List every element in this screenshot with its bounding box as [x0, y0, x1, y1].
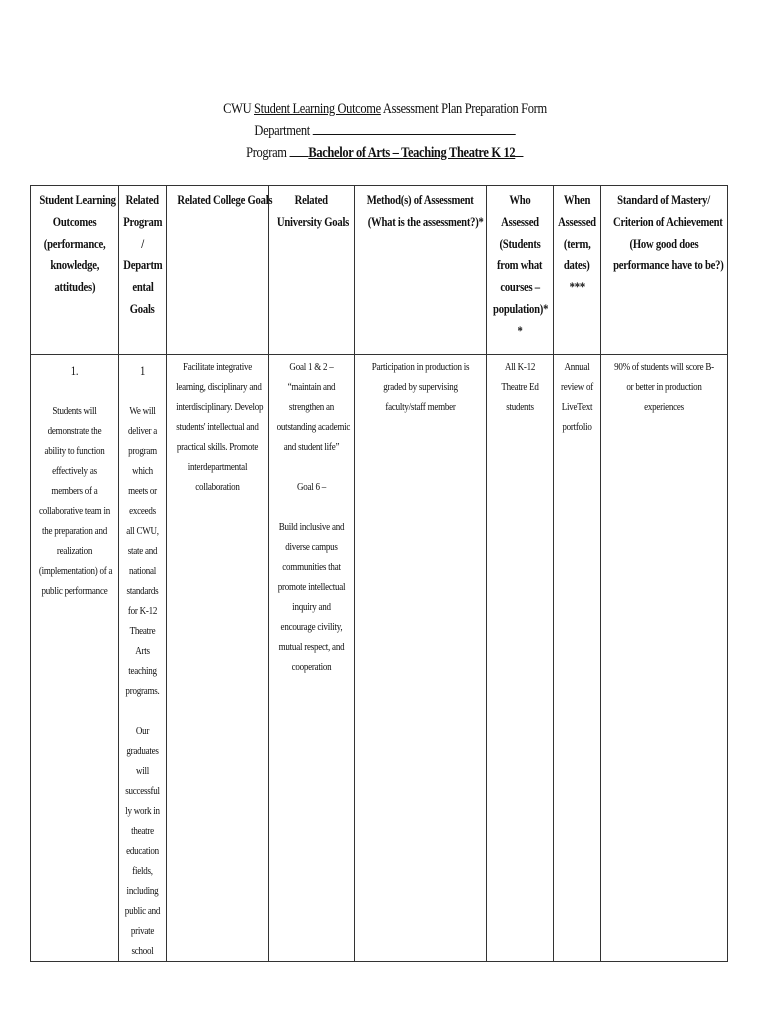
cell-text-line: students' intellectual and	[176, 421, 259, 433]
cell-text-line: public and	[124, 905, 161, 917]
cell-text-line: strengthen an	[288, 401, 335, 413]
cell-text-line: successful	[125, 785, 160, 797]
cell-method	[355, 355, 487, 962]
column-header-line: Criterion of Achievement	[613, 213, 723, 229]
column-header-line: Method(s) of Assessment	[367, 192, 474, 207]
cell-text-line: 90% of students will score B-	[614, 361, 714, 373]
cell-text-line: public performance	[41, 585, 108, 597]
cell-standard	[601, 355, 728, 962]
col-header-who-assessed	[487, 186, 554, 355]
cell-text-line: outstanding academic	[276, 421, 351, 433]
cell-text-line: Arts	[135, 645, 150, 657]
cell-text-line: students	[506, 401, 534, 413]
column-header-line: ental	[131, 279, 154, 295]
cell-text-line: Build inclusive and	[278, 521, 345, 533]
table-header-row	[31, 186, 728, 355]
col-header-outcomes	[31, 186, 119, 355]
program-value: Bachelor of Arts – Teaching Theatre K 12	[308, 145, 516, 161]
cell-text-line: the preparation and	[42, 525, 107, 537]
cell-program-goals: 1 We will deliver a program which meets or exceeds all CWU, state and national standards for K-12 Theatre Arts teaching programs. Our graduates will successful ly work in theatre education fields, including public and private school	[119, 355, 167, 962]
cell-text-line: meets or	[128, 485, 157, 497]
cell-text-line: graduates	[126, 745, 159, 757]
column-header-line: Related	[125, 192, 160, 207]
cell-text-line: experiences	[644, 401, 684, 413]
cell-text-line: realization	[56, 545, 93, 557]
column-header-line: (term,	[563, 235, 591, 251]
cell-text-line: collaborative team in	[39, 505, 110, 517]
cell-text-line: Theatre	[129, 625, 156, 637]
column-header-line: performance have to be?)	[613, 257, 724, 273]
cell-text-line: teaching	[128, 665, 157, 677]
column-header-line: courses –	[500, 279, 540, 295]
col-header-program-goals	[119, 186, 167, 355]
cell-text-line: Theatre Ed	[501, 381, 539, 393]
column-header-line: attitudes)	[54, 279, 95, 295]
cell-text-line: and student life”	[283, 441, 340, 453]
cell-who-assessed	[487, 355, 554, 962]
program-label: Program	[246, 145, 290, 161]
column-header-line: (How good does	[629, 235, 699, 251]
cell-text-line: ability to function	[44, 445, 105, 457]
cell-text-line: Students will	[52, 405, 97, 417]
column-header-line: (What is the assessment?)*	[367, 213, 484, 229]
cell-text-line: effectively as	[52, 465, 97, 477]
cell-text-line: Our	[135, 725, 150, 737]
cell-text-line: program	[128, 445, 157, 457]
cell-text-line: interdisciplinary. Develop	[176, 401, 264, 413]
cell-text-line: theatre	[131, 825, 154, 837]
cell-text-line: review of	[560, 381, 594, 393]
cell-text-line: (implementation) of a	[38, 565, 113, 577]
cell-text-line: Facilitate integrative	[183, 361, 252, 373]
column-header-line: Student Learning	[39, 192, 116, 207]
cell-text-line: All K-12	[504, 361, 536, 373]
cell-text-line: collaboration	[195, 481, 240, 493]
cell-text-line: for K-12	[127, 605, 158, 617]
cell-text-line: We will	[129, 405, 156, 417]
cell-text-line: education	[126, 845, 159, 857]
cell-text-line: learning, disciplinary and	[176, 381, 262, 393]
cell-text-line: communities that	[282, 561, 341, 573]
cell-text-line: LiveText	[561, 401, 593, 413]
cell-text-line: members of a	[51, 485, 98, 497]
column-header-line: Departm	[123, 257, 163, 273]
cell-text-line: practical skills. Promote	[176, 441, 259, 453]
column-header-line: Related	[294, 192, 329, 207]
cell-text-line: including	[126, 885, 159, 897]
assessment-plan-table	[30, 185, 728, 962]
cell-text-line: programs.	[125, 685, 160, 697]
col-header-college-goals	[167, 186, 273, 355]
cell-text-line: deliver a	[127, 425, 158, 437]
department-label: Department	[254, 123, 313, 139]
table-row	[31, 355, 728, 962]
cell-when-assessed	[554, 355, 601, 962]
column-header-line: Assessed	[558, 213, 596, 229]
cell-text-line: encourage civility,	[280, 621, 343, 633]
form-title: CWU Student Learning Outcome Assessment Plan Preparation Form	[223, 101, 547, 117]
column-header-line: Outcomes	[52, 213, 97, 229]
cell-university-goals: Goal 1 & 2 – “maintain and strengthen an outstanding academic and student life” Goal 6 – Build inclusive and diverse campus communities that promote intellectual inquiry and encourage civility, mutual respect, and cooperation	[269, 355, 355, 962]
column-header-line: Program	[123, 213, 163, 229]
cell-text-line: demonstrate the	[47, 425, 102, 437]
column-header-line: (Students	[499, 235, 541, 251]
cell-text-line: promote intellectual	[277, 581, 346, 593]
column-header-line: from what	[497, 257, 543, 273]
cell-text-line: graded by supervising	[383, 381, 458, 393]
cell-text-line: portfolio	[562, 421, 592, 433]
cell-text-line: all CWU,	[126, 525, 159, 537]
column-header-line: ***	[569, 279, 585, 295]
column-header-line: (performance,	[43, 235, 106, 251]
cell-text-line: “maintain and	[287, 381, 336, 393]
cell-text-line: cooperation	[291, 661, 332, 673]
cell-college-goals	[167, 355, 269, 962]
col-header-standard	[601, 186, 728, 355]
department-blank	[313, 120, 516, 135]
column-header-line: knowledge,	[50, 257, 99, 273]
cell-outcome: 1. Students will demonstrate the ability to function effectively as members of a collaborative team in the preparation and realization (implementation) of a public performance	[31, 355, 119, 962]
cell-text-line: mutual respect, and	[278, 641, 345, 653]
column-header-line: Assessed	[501, 213, 539, 229]
column-header-line: Who	[509, 192, 531, 207]
cell-text-line: standards	[126, 585, 159, 597]
col-header-methods	[355, 186, 487, 355]
column-header-line: University Goals	[276, 213, 350, 229]
cell-text-line: interdepartmental	[187, 461, 248, 473]
cell-text-line: which	[132, 465, 153, 477]
cell-text-line: fields,	[132, 865, 153, 877]
department-line	[54, 120, 716, 142]
title-underlined-text: Student Learning Outcome	[254, 101, 381, 117]
column-header-line: *	[517, 322, 523, 338]
cell-text-line: diverse campus	[285, 541, 338, 553]
cell-text-line: private	[130, 925, 155, 937]
column-header-line: population)*	[493, 300, 549, 316]
cell-text-line: Participation in production is	[371, 361, 470, 373]
col-header-when-assessed	[554, 186, 601, 355]
cell-text-line: or better in production	[626, 381, 702, 393]
cell-text-line: ly work in	[125, 805, 160, 817]
cell-text-line: school	[131, 945, 154, 957]
cell-text-line: national	[128, 565, 157, 577]
cell-text-line: inquiry and	[292, 601, 331, 613]
form-header	[0, 98, 770, 164]
column-header-line: Goals	[130, 300, 155, 316]
program-line	[54, 142, 716, 164]
column-header-line: Related College Goals	[177, 192, 273, 207]
cell-text-line: will	[135, 765, 150, 777]
cell-text-line: faculty/staff member	[385, 401, 456, 413]
cell-text-line: state and	[127, 545, 158, 557]
cell-text-line: Annual	[564, 361, 590, 373]
col-header-university-goals	[269, 186, 355, 355]
column-header-line: Standard of Mastery/	[617, 192, 711, 207]
column-header-line: When	[563, 192, 591, 207]
column-header-line: /	[141, 235, 144, 251]
cell-text-line: exceeds	[129, 505, 156, 517]
column-header-line: dates)	[564, 257, 590, 273]
cell-text-line: Goal 1 & 2 –	[289, 361, 334, 373]
